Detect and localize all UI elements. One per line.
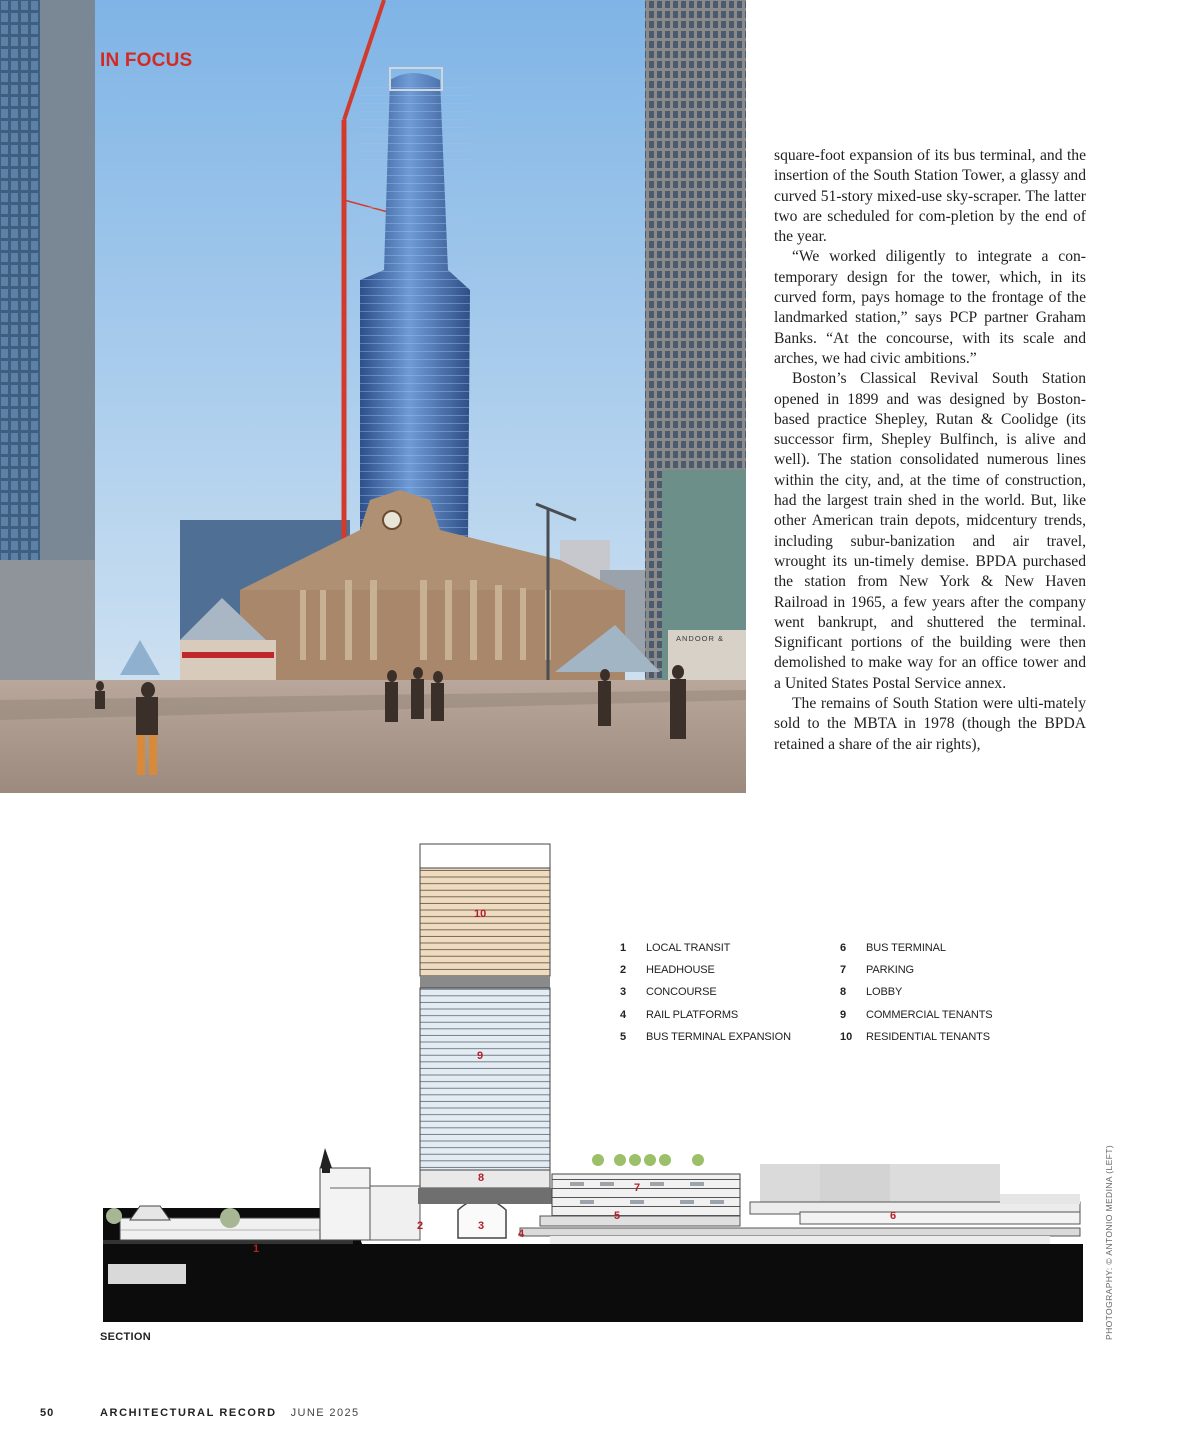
section-marker-5: 5 xyxy=(614,1210,621,1222)
article-body xyxy=(774,146,1086,755)
section-label-in-focus: IN FOCUS xyxy=(100,50,193,71)
section-marker-6: 6 xyxy=(890,1210,897,1222)
legend-item: 4 RAIL PLATFORMS xyxy=(620,1008,739,1021)
hero-photo xyxy=(0,0,746,793)
section-marker-7: 7 xyxy=(634,1182,641,1194)
legend-item: 7 PARKING xyxy=(840,964,914,977)
storefront-sign: ANDOOR & xyxy=(676,634,725,643)
section-marker-8: 8 xyxy=(478,1172,485,1184)
legend-item: 2 HEADHOUSE xyxy=(620,964,715,977)
section-drawing xyxy=(100,838,1090,1328)
photo-credit: PHOTOGRAPHY: © ANTONIO MEDINA (LEFT) xyxy=(1104,1144,1114,1340)
legend-item: 9 COMMERCIAL TENANTS xyxy=(840,1008,993,1021)
legend-item: 5 BUS TERMINAL EXPANSION xyxy=(620,1030,791,1043)
section-marker-10: 10 xyxy=(474,908,487,920)
issue-date: JUNE 2025 xyxy=(290,1407,360,1419)
paragraph-4: The remains of South Station were ulti-mately sold to the MBTA in 1978 (though the BPDA retained a share of the air rights), xyxy=(774,695,1086,753)
building-section-svg xyxy=(100,838,1090,1328)
section-marker-2: 2 xyxy=(417,1220,424,1232)
section-marker-4: 4 xyxy=(518,1228,525,1240)
section-marker-1: 1 xyxy=(253,1243,260,1255)
page-number: 50 xyxy=(40,1407,55,1419)
legend-item: 6 BUS TERMINAL xyxy=(840,942,946,954)
magazine-name: ARCHITECTURAL RECORD xyxy=(100,1407,277,1419)
section-marker-3: 3 xyxy=(478,1220,485,1232)
south-station-photo xyxy=(0,0,746,793)
legend-item: 1 LOCAL TRANSIT xyxy=(620,942,731,954)
section-caption: SECTION xyxy=(100,1331,151,1343)
paragraph-1: square-foot expansion of its bus terminal, and the insertion of the South Station Tower, a glassy and curved 51-story mixed-use sky-scraper. The latter two are scheduled for com-pletion by the end of the year. xyxy=(774,147,1086,246)
paragraph-3: Boston’s Classical Revival South Station opened in 1899 and was designed by Boston-based practice Shepley, Rutan & Coolidge (its successor firm, Shepley Bulfinch, is alive and well). The station consolidated numerous lines within the city, and, at the time of construction, had the largest train shed in the world. But, like other American train depots, midcentury trends, including subur-banization and air travel, wrought its un-timely demise. BPDA purchased the station from New York & New Haven Railroad in 1965, a few years after the company went bankrupt, and shuttered the terminal. Significant portions of the building were then demolished to make way for an office tower and a United States Postal Service annex. xyxy=(774,370,1086,692)
section-marker-9: 9 xyxy=(477,1050,484,1062)
legend-item: 8 LOBBY xyxy=(840,986,903,999)
paragraph-2: “We worked diligently to integrate a con-temporary design for the tower, which, in its curved form, pays homage to the frontage of the landmarked station,” says PCP partner Graham Banks. “At the concourse, with its scale and arches, we had civic ambitions.” xyxy=(774,248,1086,367)
page-footer xyxy=(40,1407,360,1419)
legend-item: 3 CONCOURSE xyxy=(620,986,717,999)
legend-item: 10 RESIDENTIAL TENANTS xyxy=(840,1030,991,1043)
